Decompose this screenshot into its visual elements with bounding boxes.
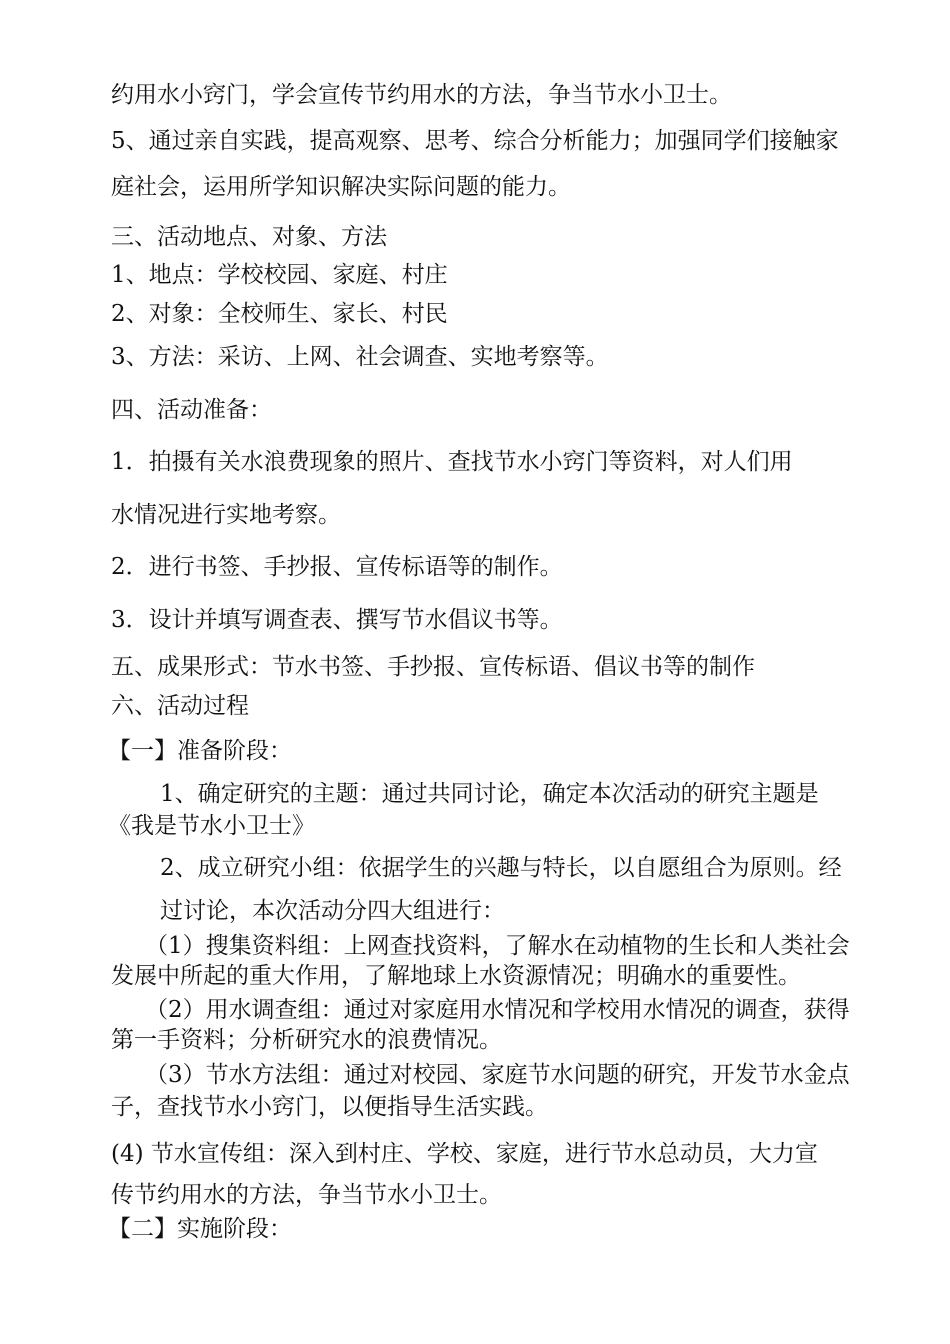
text-line: 2、对象：全校师生、家长、村民 xyxy=(111,301,448,327)
text-line: 传节约用水的方法，争当节水小卫士。 xyxy=(111,1182,502,1208)
text-line: （1）搜集资料组：上网查找资料，了解水在动植物的生长和人类社会 xyxy=(145,933,850,959)
text-line: （3）节水方法组：通过对校园、家庭节水问题的研究，开发节水金点 xyxy=(145,1062,850,1088)
text-line: 子，查找节水小窍门，以便指导生活实践。 xyxy=(111,1094,548,1120)
text-line: （2）用水调查组：通过对家庭用水情况和学校用水情况的调查，获得 xyxy=(145,997,850,1023)
text-line: 约用水小窍门，学会宣传节约用水的方法，争当节水小卫士。 xyxy=(111,82,732,108)
text-line: (4) 节水宣传组：深入到村庄、学校、家庭，进行节水总动员，大力宣 xyxy=(111,1141,818,1167)
text-line: 2、成立研究小组：依据学生的兴趣与特长，以自愿组合为原则。经 xyxy=(160,855,842,881)
text-line: 5、通过亲自实践，提高观察、思考、综合分析能力；加强同学们接触家 xyxy=(111,128,839,154)
text-line: 1．拍摄有关水浪费现象的照片、查找节水小窍门等资料，对人们用 xyxy=(111,449,793,475)
text-line: 庭社会，运用所学知识解决实际问题的能力。 xyxy=(111,174,571,200)
text-line: 1、地点：学校校园、家庭、村庄 xyxy=(111,262,448,288)
text-line: 《我是节水小卫士》 xyxy=(108,813,315,839)
text-line: 1、确定研究的主题：通过共同讨论，确定本次活动的研究主题是 xyxy=(160,781,819,807)
stage-heading: 【一】准备阶段： xyxy=(108,738,292,764)
text-line: 发展中所起的重大作用，了解地球上水资源情况；明确水的重要性。 xyxy=(111,963,801,989)
text-line: 水情况进行实地考察。 xyxy=(111,502,341,528)
text-line: 2．进行书签、手抄报、宣传标语等的制作。 xyxy=(111,554,563,580)
section-heading: 三、活动地点、对象、方法 xyxy=(111,224,387,250)
section-heading: 六、活动过程 xyxy=(111,693,249,719)
text-line: 过讨论，本次活动分四大组进行： xyxy=(160,898,505,924)
text-line: 3、方法：采访、上网、社会调查、实地考察等。 xyxy=(111,344,609,370)
text-line: 3．设计并填写调查表、撰写节水倡议书等。 xyxy=(111,607,563,633)
text-line: 第一手资料；分析研究水的浪费情况。 xyxy=(111,1027,502,1053)
section-heading: 四、活动准备： xyxy=(111,397,272,423)
section-heading: 五、成果形式：节水书签、手抄报、宣传标语、倡议书等的制作 xyxy=(111,654,755,680)
stage-heading: 【二】实施阶段： xyxy=(108,1216,292,1242)
